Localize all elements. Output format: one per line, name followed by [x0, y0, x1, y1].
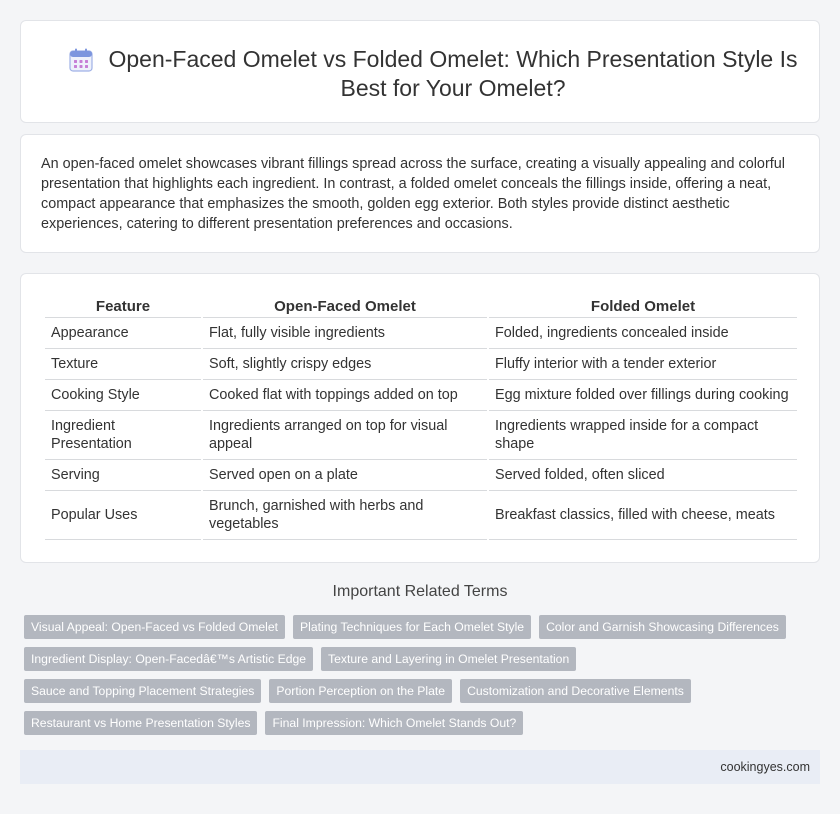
intro-paragraph: An open-faced omelet showcases vibrant fillings spread across the surface, creating a visually appealing and colorful presentation that highlights each ingredient. In contrast, a folded omelet conceals the fillings inside, offering a neat, compact appearance that emphasizes the smooth, golden egg exterior. Both styles provide distinct aesthetic experiences, catering to different presentation preferences and occasions. — [41, 156, 785, 232]
table-row — [45, 380, 797, 411]
related-term-tag[interactable]: Visual Appeal: Open-Faced vs Folded Omelet — [24, 615, 285, 639]
related-term-tag[interactable]: Portion Perception on the Plate — [269, 679, 452, 703]
table-cell: Texture — [45, 349, 201, 380]
footer — [20, 750, 820, 784]
comparison-table-card — [20, 273, 820, 563]
table-cell: Cooking Style — [45, 380, 201, 411]
table-row — [45, 411, 797, 460]
table-cell: Served folded, often sliced — [489, 460, 797, 491]
footer-site-link[interactable]: cookingyes.com — [720, 760, 810, 774]
table-row — [45, 349, 797, 380]
related-term-tag[interactable]: Texture and Layering in Omelet Presentation — [321, 647, 576, 671]
table-row — [45, 460, 797, 491]
table-cell: Brunch, garnished with herbs and vegetables — [203, 491, 487, 540]
table-cell: Egg mixture folded over fillings during cooking — [489, 380, 797, 411]
table-cell: Cooked flat with toppings added on top — [203, 380, 487, 411]
table-cell: Fluffy interior with a tender exterior — [489, 349, 797, 380]
related-term-tag[interactable]: Color and Garnish Showcasing Differences — [539, 615, 786, 639]
related-term-tag[interactable]: Sauce and Topping Placement Strategies — [24, 679, 261, 703]
table-row — [45, 318, 797, 349]
table-cell: Ingredients wrapped inside for a compact shape — [489, 411, 797, 460]
column-header-open-faced: Open-Faced Omelet — [203, 296, 487, 318]
table-cell: Flat, fully visible ingredients — [203, 318, 487, 349]
related-term-tag[interactable]: Restaurant vs Home Presentation Styles — [24, 711, 257, 735]
table-cell: Popular Uses — [45, 491, 201, 540]
page-title: Open-Faced Omelet vs Folded Omelet: Which Presentation Style Is Best for Your Omelet? — [108, 46, 798, 101]
table-cell: Ingredients arranged on top for visual appeal — [203, 411, 487, 460]
table-cell: Folded, ingredients concealed inside — [489, 318, 797, 349]
related-term-tag[interactable]: Final Impression: Which Omelet Stands Out? — [265, 711, 523, 735]
table-cell: Served open on a plate — [203, 460, 487, 491]
related-terms-list — [24, 615, 814, 735]
comparison-table — [43, 296, 799, 540]
table-cell: Appearance — [45, 318, 201, 349]
table-cell: Breakfast classics, filled with cheese, meats — [489, 491, 797, 540]
table-cell: Serving — [45, 460, 201, 491]
column-header-feature: Feature — [45, 296, 201, 318]
intro-card — [20, 134, 820, 253]
table-cell: Ingredient Presentation — [45, 411, 201, 460]
calendar-icon — [68, 47, 94, 73]
table-header-row — [45, 296, 797, 318]
column-header-folded: Folded Omelet — [489, 296, 797, 318]
table-row — [45, 491, 797, 540]
related-term-tag[interactable]: Ingredient Display: Open-Facedâ€™s Artistic Edge — [24, 647, 313, 671]
related-term-tag[interactable]: Customization and Decorative Elements — [460, 679, 691, 703]
table-cell: Soft, slightly crispy edges — [203, 349, 487, 380]
header-card — [20, 20, 820, 123]
related-term-tag[interactable]: Plating Techniques for Each Omelet Style — [293, 615, 531, 639]
related-terms-title: Important Related Terms — [332, 583, 508, 600]
